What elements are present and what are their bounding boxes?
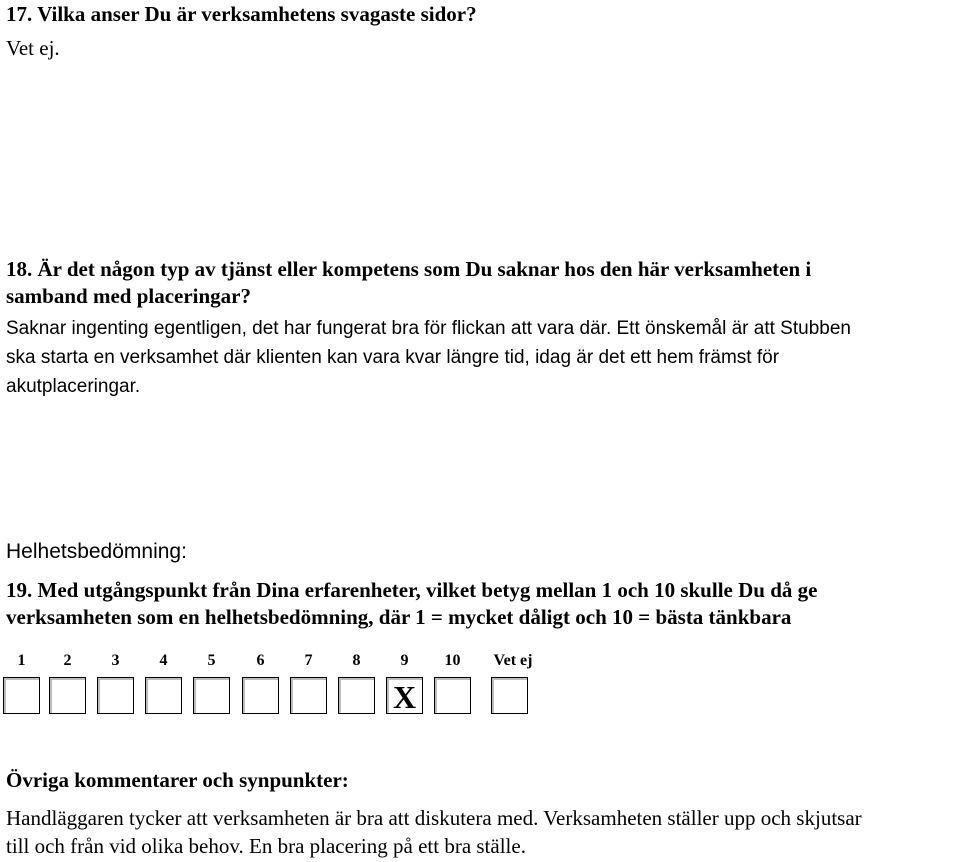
scale-label-6: 6 [256, 652, 265, 669]
scale-label-10: 10 [444, 652, 461, 669]
section-heading: Helhetsbedömning: [6, 540, 187, 563]
scale-label-8: 8 [352, 652, 361, 669]
rating-box-10[interactable] [434, 677, 471, 714]
scale-label-9: 9 [400, 652, 409, 669]
rating-box-8[interactable] [338, 677, 375, 714]
scale-label-1: 1 [17, 652, 26, 669]
answer-18-line-2: ska starta en verksamhet där klienten kan vara kvar längre tid, idag är det ett hem främst för [6, 347, 780, 368]
scale-label-vet-ej: Vet ej [493, 652, 533, 669]
rating-box-7[interactable] [290, 677, 327, 714]
question-18-line-2: samband med placeringar? [6, 284, 252, 308]
rating-box-2[interactable] [49, 677, 86, 714]
answer-17: Vet ej. [6, 36, 60, 60]
question-18-line-1: 18. Är det någon typ av tjänst eller kompetens som Du saknar hos den här verksamheten i [6, 257, 812, 281]
rating-box-6[interactable] [242, 677, 279, 714]
answer-18-line-3: akutplaceringar. [6, 376, 141, 397]
rating-box-5[interactable] [193, 677, 230, 714]
comments-line-2: till och från vid olika behov. En bra placering på ett bra ställe. [6, 834, 526, 858]
comments-heading: Övriga kommentarer och synpunkter: [6, 768, 349, 792]
rating-box-4[interactable] [145, 677, 182, 714]
rating-box-1[interactable] [3, 677, 40, 714]
scale-label-5: 5 [207, 652, 216, 669]
answer-18-line-1: Saknar ingenting egentligen, det har fungerat bra för flickan att vara där. Ett önskemål är att Stubben [6, 318, 851, 339]
question-19-line-1: 19. Med utgångspunkt från Dina erfarenheter, vilket betyg mellan 1 och 10 skulle Du då ge [6, 578, 818, 602]
comments-line-1: Handläggaren tycker att verksamheten är bra att diskutera med. Verksamheten ställer upp och skjutsar [6, 806, 862, 830]
scale-label-4: 4 [159, 652, 168, 669]
rating-box-3[interactable] [97, 677, 134, 714]
rating-box-9[interactable]: X [386, 677, 423, 714]
question-17: 17. Vilka anser Du är verksamhetens svagaste sidor? [6, 2, 477, 26]
question-19-line-2: verksamheten som en helhetsbedömning, där 1 = mycket dåligt och 10 = bästa tänkbara [6, 605, 792, 629]
rating-box-vet-ej[interactable] [491, 677, 528, 714]
scale-label-7: 7 [304, 652, 313, 669]
scale-label-2: 2 [63, 652, 72, 669]
scale-label-3: 3 [111, 652, 120, 669]
